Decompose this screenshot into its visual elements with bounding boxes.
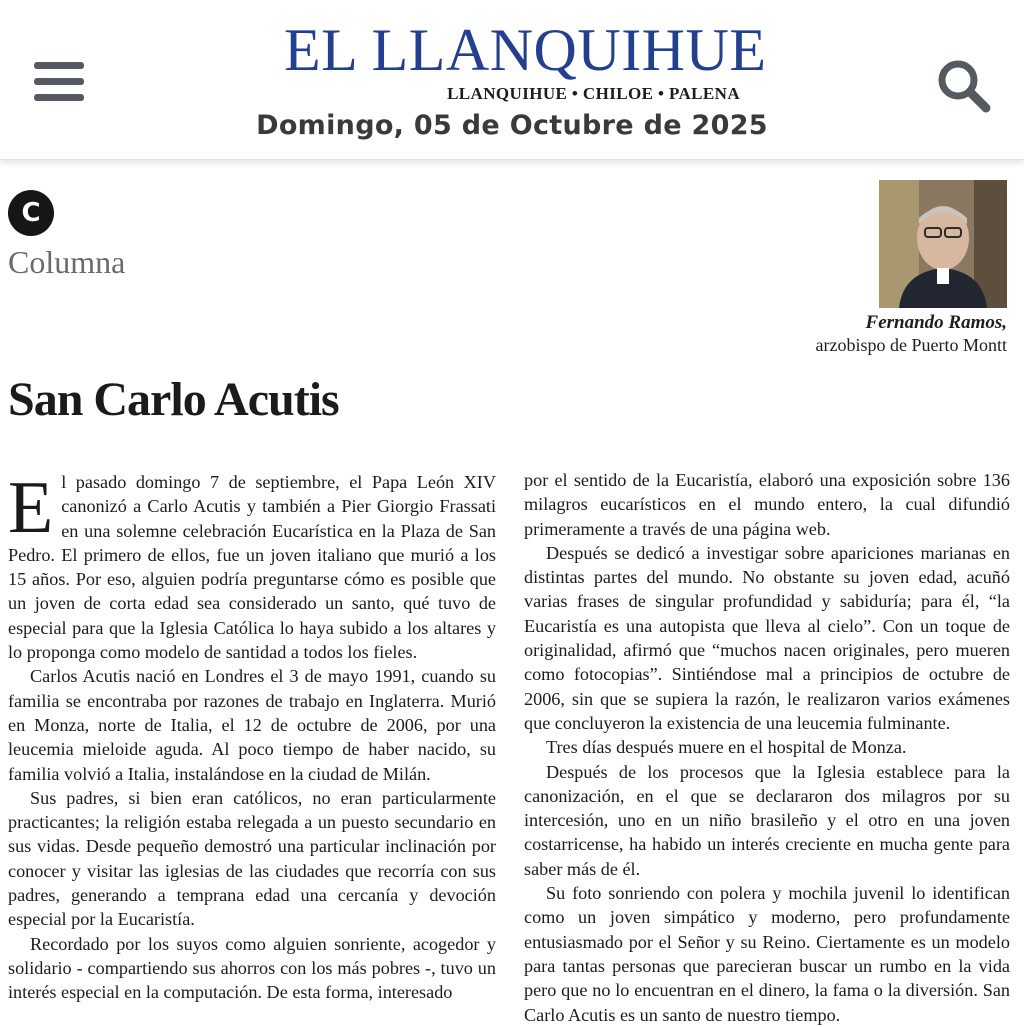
paragraph: Su foto sonriendo con polera y mochila juvenil lo identifican como un joven simpático y moderno, pero profundamente entusiasmado por el Señor y su Reino. Ciertamente es un modelo para tantas personas que parecieran buscar un rumbo en la vida pero que no lo encuentran en el dinero, la fama o la diversión. San Carlo Acutis es un santo de nuestro tiempo. — [524, 883, 1010, 1025]
author-name: Fernando Ramos, — [865, 312, 1007, 333]
site-header — [0, 0, 1024, 160]
paragraph: por el sentido de la Eucaristía, elaboró una exposición sobre 136 milagros eucarísticos en el mundo entero, la cual difundió primeramente a través de una página web. — [524, 470, 1010, 539]
drop-cap: E — [8, 467, 54, 549]
edition-date: Domingo, 05 de Octubre de 2025 — [256, 110, 768, 141]
paragraph: Después de los procesos que la Iglesia establece para la canonización, en el que se declararon dos milagros por su intercesión, uno en un niño brasileño y el otro en una joven costarricense, ha habido un interés creciente en mucha gente para saber más de él. — [524, 761, 1010, 879]
article-column-right — [524, 468, 1010, 1027]
article-column-left — [8, 467, 496, 1005]
hamburger-menu-icon[interactable] — [34, 62, 84, 104]
paragraph: Carlos Acutis nació en Londres el 3 de mayo 1991, cuando su familia se encontraba por razones de trabajo en Inglaterra. Murió en Monza, norte de Italia, el 12 de octubre de 2006, por una leucemia mieloide aguda. Al poco tiempo de haber nacido, su familia volvió a Italia, instalándose en la ciudad de Milán. — [8, 666, 496, 784]
column-badge: C — [8, 190, 54, 236]
paragraph: El pasado domingo 7 de septiembre, el Papa León XIV canonizó a Carlo Acutis y también a Pier Giorgio Frassati en una solemne celebración Eucarística en la Plaza de San Pedro. El primero de ellos, fue un joven italiano que murió a los 15 años. Por eso, alguien podría preguntarse cómo es posible que un joven de corta edad sea considerado un santo, qué tuvo de especial para que la Iglesia Católica lo haya subido a los altares y lo proponga como modelo de santidad a todos los fieles. — [8, 467, 496, 663]
paragraph: Después se dedicó a investigar sobre apariciones marianas en distintas partes del mundo. No obstante su joven edad, acuñó varias frases de singular profundidad y sabiduría; para él, “la Eucaristía es una autopista que lleva al cielo”. Con un toque de originalidad, afirmó que “muchos nacen originales, pero mueren como fotocopias”. Sintiéndose mal a principios de octubre de 2006, sin que se supiera la razón, le realizaron varios exámenes que concluyeron la existencia de una leucemia fulminante. — [524, 542, 1010, 733]
search-icon[interactable] — [934, 56, 994, 116]
paragraph: Sus padres, si bien eran católicos, no eran particularmente practicantes; la religión estaba relegada a un puesto secundario en sus vidas. Desde pequeño demostró una particular inclinación por conocer y visitar las iglesias de las ciudades que recorría con sus padres, generando a temprana edad una cercanía y devoción especial por la Eucaristía. — [8, 787, 496, 930]
masthead-regions: LLANQUIHUE • CHILOE • PALENA — [447, 84, 740, 103]
article-title: San Carlo Acutis — [8, 373, 339, 426]
paragraph: Tres días después muere en el hospital de Monza. — [546, 737, 907, 758]
author-role: arzobispo de Puerto Montt — [815, 335, 1007, 355]
author-photo — [879, 180, 1007, 308]
masthead-logo[interactable]: EL LLANQUIHUE — [284, 17, 767, 83]
section-label: Columna — [8, 244, 126, 280]
paragraph: Recordado por los suyos como alguien sonriente, acogedor y solidario - compartiendo sus ahorros con los más pobres -, tuvo un interés especial en la computación. De esta forma, interesado — [8, 933, 496, 1003]
